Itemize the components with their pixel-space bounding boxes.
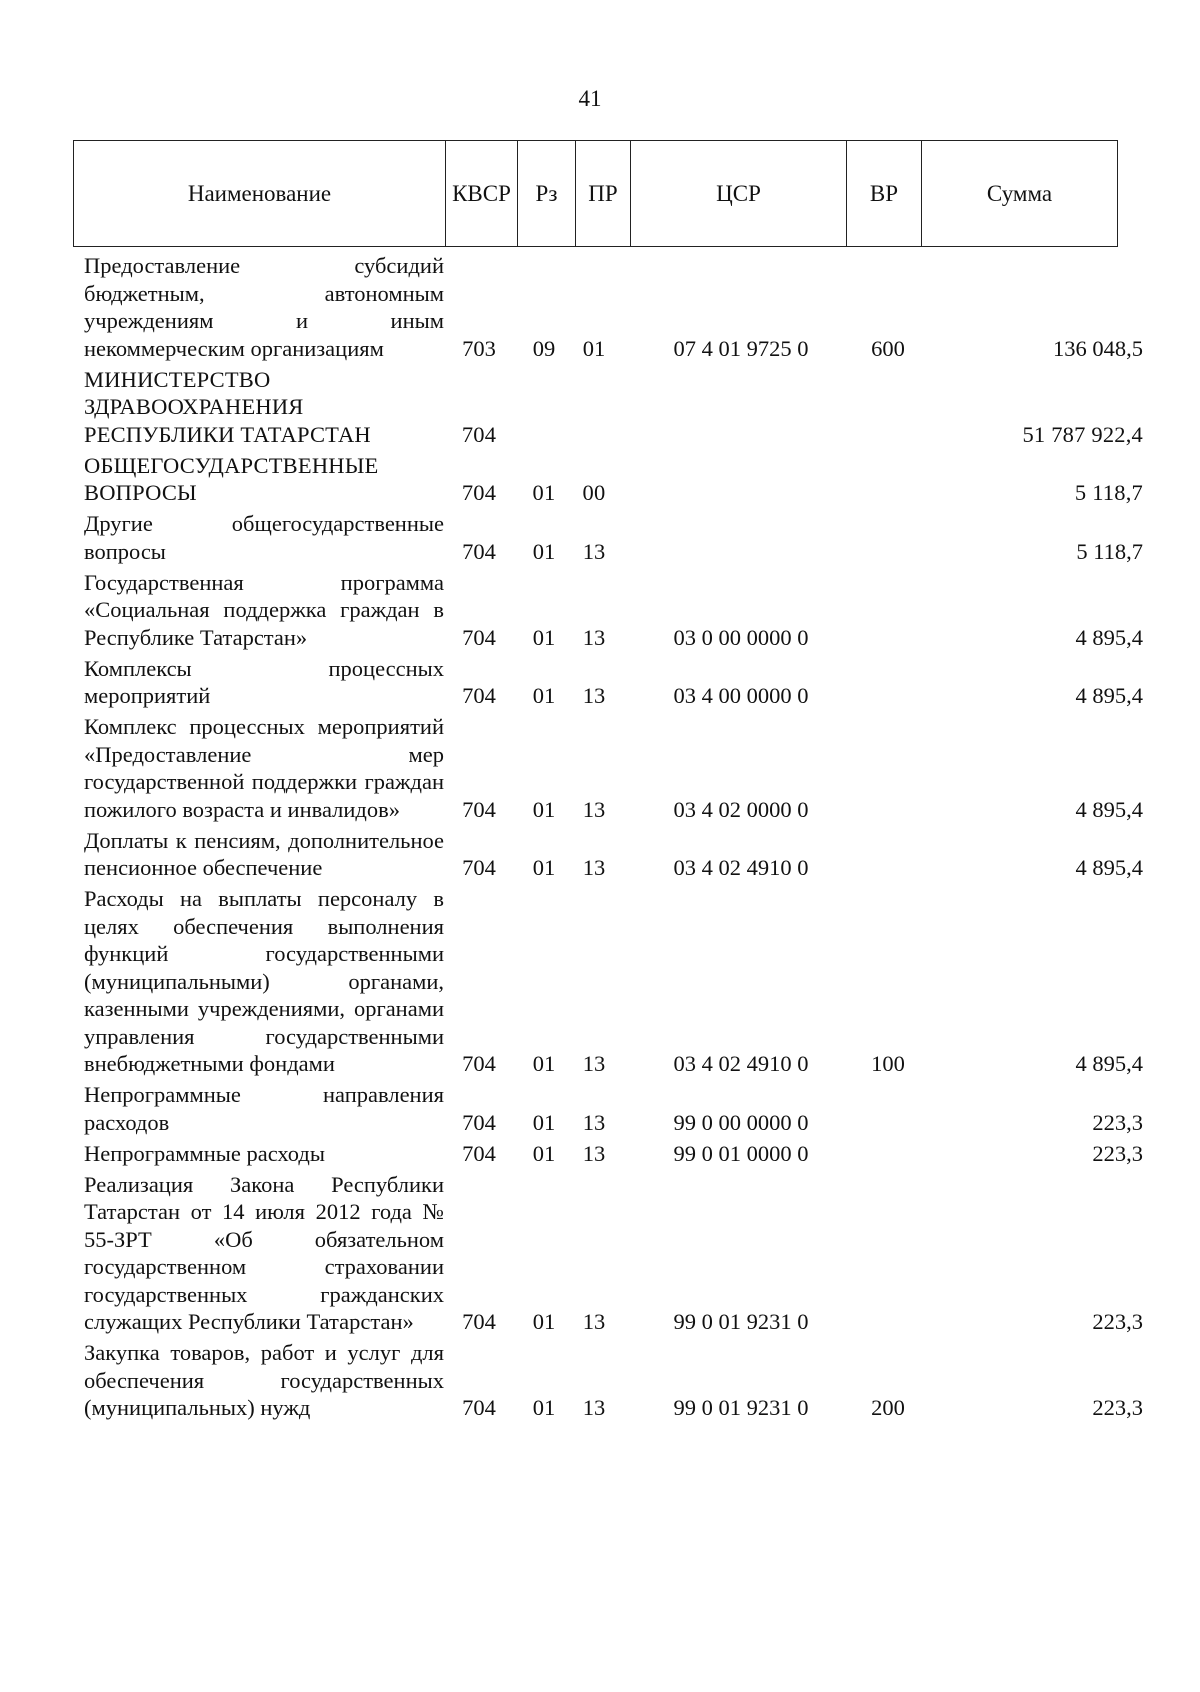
table-row bbox=[0, 452, 1200, 507]
row-pr: 13 bbox=[582, 624, 606, 650]
row-rz: 01 bbox=[532, 624, 556, 650]
header-name: Наименование bbox=[74, 141, 446, 246]
row-csr: 99 0 01 9231 0 bbox=[673, 1309, 809, 1334]
table-row bbox=[0, 713, 1200, 823]
header-pr: ПР bbox=[576, 141, 631, 246]
table-body bbox=[0, 252, 1200, 1425]
row-name: Непрограммные направления расходов bbox=[84, 1082, 444, 1135]
table-header bbox=[73, 140, 1118, 247]
row-sum: 223,3 bbox=[1092, 1395, 1143, 1420]
row-rz: 01 bbox=[532, 1109, 556, 1135]
row-csr: 03 0 00 0000 0 bbox=[673, 624, 809, 650]
row-sum: 4 895,4 bbox=[1075, 683, 1143, 708]
row-sum: 4 895,4 bbox=[1075, 624, 1143, 650]
row-sum: 223,3 bbox=[1092, 1109, 1143, 1135]
header-csr: ЦСР bbox=[631, 141, 847, 246]
row-rz: 01 bbox=[532, 796, 556, 822]
row-kvsr: 704 bbox=[462, 538, 496, 564]
row-csr: 99 0 01 0000 0 bbox=[673, 1140, 809, 1166]
header-kvsr: КВСР bbox=[446, 141, 518, 246]
row-kvsr: 704 bbox=[461, 421, 497, 447]
row-sum: 4 895,4 bbox=[1075, 855, 1143, 880]
row-sum: 5 118,7 bbox=[1076, 538, 1143, 564]
row-pr: 13 bbox=[582, 796, 606, 822]
row-kvsr: 704 bbox=[462, 1140, 496, 1166]
row-rz: 01 bbox=[532, 1395, 556, 1420]
row-name: Расходы на выплаты персоналу в целях обеспечения выполнения функций государственными (муниципальными) органами, казенными учреждениями, органами управления государственными внебюджетными фондами bbox=[84, 886, 444, 1076]
row-csr: 99 0 01 9231 0 bbox=[673, 1395, 809, 1420]
row-kvsr: 704 bbox=[462, 683, 496, 708]
row-csr: 03 4 02 4910 0 bbox=[673, 855, 809, 880]
row-kvsr: 704 bbox=[462, 1395, 496, 1420]
row-name: Предоставление субсидий бюджетным, автономным учреждениям и иным некоммерческим организациям bbox=[84, 253, 444, 361]
row-name: Другие общегосударственные вопросы bbox=[84, 511, 444, 564]
row-pr: 13 bbox=[582, 1140, 606, 1166]
row-kvsr: 704 bbox=[462, 1309, 496, 1334]
row-pr: 13 bbox=[582, 1309, 606, 1334]
row-pr: 13 bbox=[582, 1051, 606, 1076]
row-rz: 01 bbox=[532, 1309, 556, 1334]
header-sum: Сумма bbox=[986, 180, 1053, 206]
row-rz: 01 bbox=[532, 1140, 556, 1166]
row-csr: 03 4 02 0000 0 bbox=[673, 796, 809, 822]
row-name: Непрограммные расходы bbox=[84, 1140, 325, 1166]
row-kvsr: 704 bbox=[461, 480, 497, 505]
table-row bbox=[0, 655, 1200, 710]
row-vr: 600 bbox=[871, 335, 905, 361]
table-row bbox=[0, 1081, 1200, 1136]
row-pr: 13 bbox=[582, 1109, 606, 1135]
table-row bbox=[0, 1339, 1200, 1422]
row-csr: 07 4 01 9725 0 bbox=[673, 335, 809, 361]
row-sum: 4 895,4 bbox=[1075, 796, 1143, 822]
row-name: Комплекс процессных мероприятий «Предоставление мер государственной поддержки граждан пожилого возраста и инвалидов» bbox=[84, 714, 444, 822]
row-kvsr: 703 bbox=[462, 335, 496, 361]
page-number: 41 bbox=[578, 86, 602, 111]
row-name: Реализация Закона Республики Татарстан от 14 июля 2012 года № 55-ЗРТ «Об обязательном государственном страховании государственных гражданских служащих Республики Татарстан» bbox=[84, 1171, 444, 1334]
row-pr: 13 bbox=[582, 683, 606, 708]
row-csr: 03 4 02 4910 0 bbox=[673, 1051, 809, 1076]
row-name: Закупка товаров, работ и услуг для обеспечения государственных (муниципальных) нужд bbox=[84, 1340, 444, 1420]
row-sum: 223,3 bbox=[1092, 1140, 1143, 1166]
row-pr: 13 bbox=[582, 538, 606, 564]
table-row bbox=[0, 366, 1200, 449]
row-vr: 100 bbox=[871, 1051, 905, 1076]
row-sum: 136 048,5 bbox=[1053, 335, 1143, 361]
row-kvsr: 704 bbox=[462, 855, 496, 880]
table-row bbox=[0, 252, 1200, 362]
row-pr: 13 bbox=[582, 1395, 606, 1420]
row-rz: 09 bbox=[532, 335, 556, 361]
row-vr: 200 bbox=[871, 1395, 905, 1420]
row-pr: 01 bbox=[582, 335, 606, 361]
table-row bbox=[0, 885, 1200, 1078]
row-name: Доплаты к пенсиям, дополнительное пенсионное обеспечение bbox=[84, 827, 444, 880]
header-rz: Рз bbox=[518, 141, 576, 246]
row-name: ОБЩЕГОСУДАРСТВЕННЫЕ ВОПРОСЫ bbox=[84, 452, 379, 505]
row-name: Комплексы процессных мероприятий bbox=[84, 655, 444, 708]
row-sum: 51 787 922,4 bbox=[1022, 421, 1143, 447]
table-row bbox=[0, 510, 1200, 565]
row-pr: 00 bbox=[582, 480, 606, 505]
table-row bbox=[0, 827, 1200, 882]
header-vr: ВР bbox=[847, 141, 922, 246]
table-row bbox=[0, 569, 1200, 652]
row-kvsr: 704 bbox=[462, 1109, 496, 1135]
row-pr: 13 bbox=[582, 855, 606, 880]
table-row bbox=[0, 1140, 1200, 1168]
row-sum: 4 895,4 bbox=[1075, 1051, 1143, 1076]
row-name: Государственная программа «Социальная поддержка граждан в Республике Татарстан» bbox=[84, 569, 444, 650]
row-kvsr: 704 bbox=[462, 796, 496, 822]
row-sum: 223,3 bbox=[1092, 1309, 1143, 1334]
row-kvsr: 704 bbox=[462, 1051, 496, 1076]
table-row bbox=[0, 1171, 1200, 1336]
row-rz: 01 bbox=[532, 683, 556, 708]
row-csr: 99 0 00 0000 0 bbox=[673, 1109, 809, 1135]
row-rz: 01 bbox=[532, 538, 556, 564]
row-rz: 01 bbox=[532, 480, 556, 505]
row-rz: 01 bbox=[532, 855, 556, 880]
row-sum: 5 118,7 bbox=[1074, 480, 1143, 505]
row-csr: 03 4 00 0000 0 bbox=[673, 683, 809, 708]
row-name: МИНИСТЕРСТВО ЗДРАВООХРАНЕНИЯ РЕСПУБЛИКИ ТАТАРСТАН bbox=[84, 366, 371, 447]
row-kvsr: 704 bbox=[462, 624, 496, 650]
row-rz: 01 bbox=[532, 1051, 556, 1076]
